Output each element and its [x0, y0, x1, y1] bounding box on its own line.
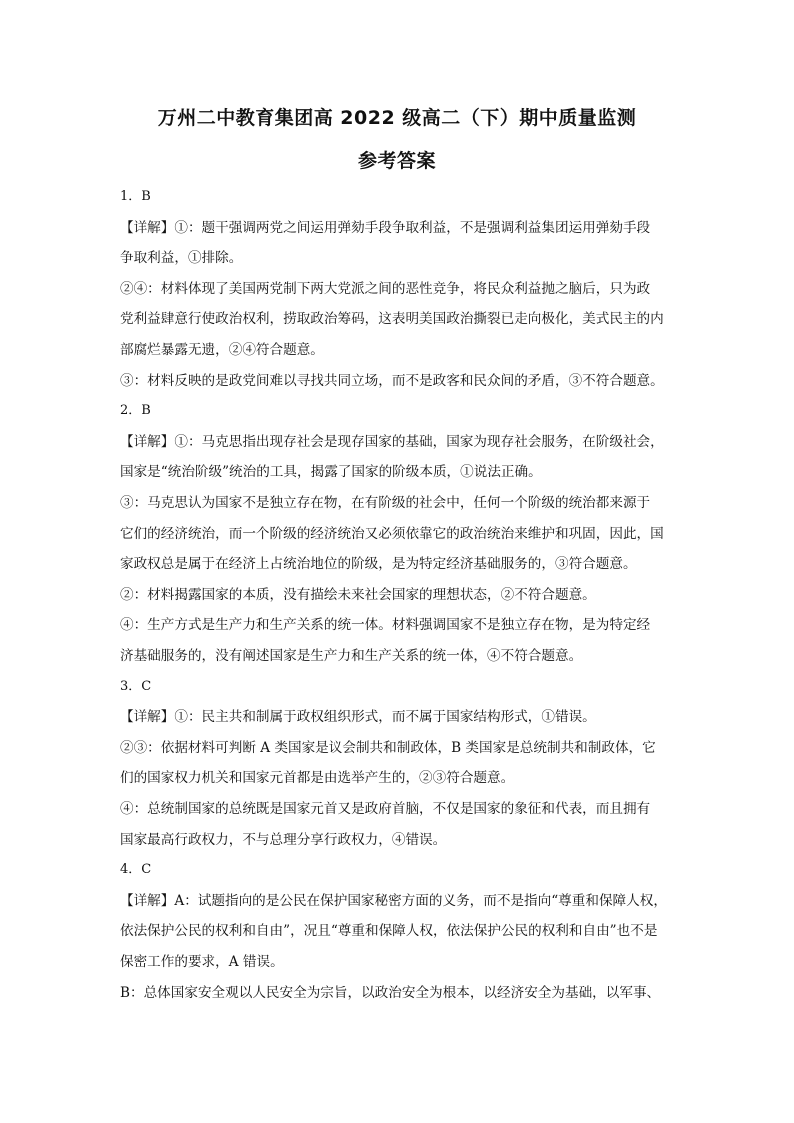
answer-line: ②③：依据材料可判断 A 类国家是议会制共和制政体，B 类国家是总统制共和制政体，它: [120, 739, 656, 756]
answer-line: 争取利益，①排除。: [120, 250, 243, 267]
answer-line: 依法保护公民的权利和自由”，况且“尊重和保障人权，依法保护公民的权利和自由”也不是: [120, 923, 658, 940]
answer-line: 家政权总是属于在经济上占统治地位的阶级，是为特定经济基础服务的，③符合题意。: [120, 556, 637, 573]
answer-line: ③：马克思认为国家不是独立存在物，在有阶级的社会中，任何一个阶级的统治都来源于: [120, 495, 651, 511]
answer-line: 济基础服务的，没有阐述国家是生产力和生产关系的统一体，④不符合题意。: [120, 648, 583, 664]
answer-line: 部腐烂暴露无遗，②④符合题意。: [120, 342, 324, 358]
answer-line: 【详解】①：题干强调两党之间运用弹劾手段争取利益，不是强调利益集团运用弹劾手段: [120, 219, 651, 236]
question-number: 2．B: [120, 403, 151, 419]
answer-line: 【详解】①：马克思指出现存社会是现存国家的基础，国家为现存社会服务，在阶级社会，: [120, 433, 664, 450]
answer-line: ②④：材料体现了美国两党制下两大党派之间的恶性竞争，将民众利益抛之脑后，只为政: [120, 280, 651, 297]
answer-line: B：总体国家安全观以人民安全为宗旨，以政治安全为根本，以经济安全为基础，以军事、: [120, 984, 661, 1001]
answer-line: ④：总统制国家的总统既是国家元首又是政府首脑，不仅是国家的象征和代表，而且拥有: [120, 801, 651, 817]
answer-line: 党利益肆意行使政治权利，捞取政治筹码，这表明美国政治撕裂已走向极化，美式民主的内: [120, 311, 664, 328]
answer-line: 国家最高行政权力，不与总理分享行政权力，④错误。: [120, 831, 447, 848]
question-number: 4．C: [120, 862, 152, 878]
answer-line: 【详解】①：民主共和制属于政权组织形式，而不属于国家结构形式，①错误。: [120, 709, 596, 726]
answer-line: ③：材料反映的是政党间难以寻找共同立场，而不是政客和民众间的矛盾，③不符合题意。: [120, 372, 664, 389]
document-title: 万州二中教育集团高 2022 级高二（下）期中质量监测: [157, 107, 637, 129]
answer-line: 保密工作的要求，A 错误。: [120, 954, 284, 970]
answer-line: 它们的经济统治，而一个阶级的经济统治又必须依靠它的政治统治来维护和巩固，因此，国: [120, 525, 664, 542]
answer-line: ②：材料揭露国家的本质，没有描绘未来社会国家的理想状态，②不符合题意。: [120, 586, 596, 603]
answer-line: 们的国家权力机关和国家元首都是由选举产生的，②③符合题意。: [120, 770, 515, 787]
question-number: 1．B: [120, 189, 151, 204]
question-number: 3．C: [120, 678, 152, 694]
document-subtitle: 参考答案: [357, 150, 436, 172]
answer-line: 国家是“统治阶级”统治的工具，揭露了国家的阶级本质，①说法正确。: [120, 464, 542, 481]
answer-line: ④：生产方式是生产力和生产关系的统一体。材料强调国家不是独立存在物，是为特定经: [120, 617, 651, 634]
answer-line: 【详解】A：试题指向的是公民在保护国家秘密方面的义务，而不是指向“尊重和保障人权，: [120, 892, 667, 909]
